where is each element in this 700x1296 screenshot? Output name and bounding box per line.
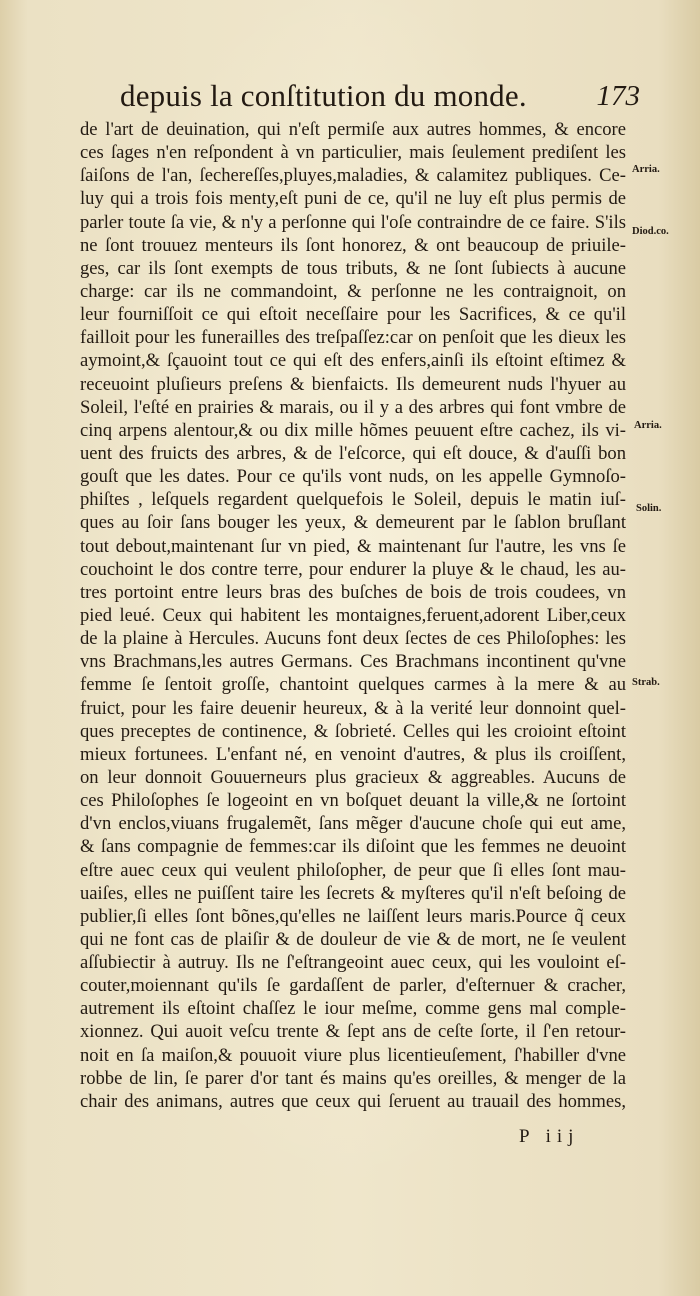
text-line: tout debout,maintenant ſur vn pied, & maintenant ſur l'autre, les vns ſe [80,535,626,557]
text-line: couchoint le dos contre terre, pour endurer la pluye & le chaud, les au- [80,558,626,580]
text-line: leur fourniſſoit ce qui eſtoit neceſſaire pour les Sacrifices, & ce qu'il [80,304,626,326]
text-line: phiſtes , leſquels regardent quelquefois le Soleil, depuis le matin iuſ- [80,489,626,511]
margin-note-strab: Strab. [632,677,660,688]
signature-mark: P iij [519,1126,580,1147]
text-line: de la plaine à Hercules. Aucuns font deux ſectes de ces Philoſophes: les [80,628,626,650]
text-line: ces ſages n'en reſpondent à vn particulier, mais ſeulement prediſent les [80,142,626,164]
text-line: ne ſont trouuez menteurs ils ſont honorez, & ont beaucoup de priuile- [80,234,626,256]
margin-note-diodorus: Diod.co. [632,226,669,237]
text-line: gouſt que les dates. Pour ce qu'ils vont nuds, on les appelle Gymnoſo- [80,466,626,488]
text-line: ces Philoſophes ſe logeoint en vn boſquet deuant la ville,& ne ſortoint [80,790,626,812]
text-line: cinq arpens alentour,& ou dix mille hõmes peuuent eſtre cachez, ils vi- [80,419,626,441]
text-line: noit en ſa maiſon,& pouuoit viure plus licentieuſement, ſ'habiller d'vne [80,1044,626,1066]
text-line: pied leué. Ceux qui habitent les montaignes,feruent,adorent Liber,ceux [80,604,626,626]
margin-note-solin: Solin. [636,503,662,514]
running-title: depuis la conſtitution du monde. [120,78,527,113]
text-line: fruict, pour les faire deuenir heureux, & à la verité leur donnoint quel- [80,697,626,719]
text-line: luy qui a trois fois menty,eſt puni de ce, qu'il ne luy eſt plus permis de [80,188,626,210]
text-line: publier,ſi elles ſont bõnes,qu'elles ne laiſſent leurs maris.Pource q̃ ceux [80,905,626,927]
text-line: parler toute ſa vie, & n'y a perſonne qui l'oſe contraindre de ce faire. S'ils [80,211,626,233]
text-line: uent des fruicts des arbres, & de l'eſcorce, qui eſt douce, & d'auſſi bon [80,442,626,464]
text-line: robbe de lin, ſe parer d'or tant és mains qu'es oreilles, & menger de la [80,1067,626,1089]
text-line: ges, car ils ſont exempts de tous tributs, & ne ſont ſubiects à aucune [80,257,626,279]
text-line: femme ſe ſentoit groſſe, chantoint quelques carmes à la mere & au [80,674,626,696]
margin-note-arria: Arria. [634,420,662,431]
margin-note-arria: Arria. [632,164,660,175]
text-line: on leur donnoit Gouuerneurs plus gracieux & aggreables. Aucuns de [80,766,626,788]
text-line: ques au ſoir ſans bouger les yeux, & demeurent par le ſablon bruſlant [80,512,626,534]
text-line: autrement ils eſtoint chaſſez le iour meſme, comme gens mal comple- [80,998,626,1020]
text-line: uaiſes, elles ne puiſſent taire les ſecrets & myſteres qu'il n'eſt beſoing de [80,882,626,904]
text-line: couter,moiennant qu'ils ſe gardaſſent de parler, d'eſternuer & cracher, [80,975,626,997]
text-line: tres portoint entre leurs bras des buſches de bois de trois coudees, vn [80,581,626,603]
text-line: vns Brachmans,les autres Germans. Ces Brachmans incontinent qu'vne [80,651,626,673]
text-line: aſſubiectir à autruy. Ils ne ſ'eſtrangeoint auec ceux, qui les vouloint eſ- [80,952,626,974]
text-line: chair des animans, autres que ceux qui ſeruent au trauail des hommes, [80,1090,626,1112]
body-text [80,118,626,1113]
text-line: & ſans compagnie de femmes:car ils diſoint que les femmes ne deuoint [80,836,626,858]
text-line: ques preceptes de continence, & ſobrieté. Celles qui les croioint eſtoint [80,720,626,742]
text-line: mieux fortunees. L'enfant né, en venoint d'autres, & plus ils croiſſent, [80,743,626,765]
text-line: charge: car ils ne commandoint, & perſonne ne les contraignoit, on [80,280,626,302]
page-header [120,78,640,122]
text-line: receuoint pluſieurs preſens & bienfaicts. Ils demeurent nuds l'hyuer au [80,373,626,395]
text-line: ſaiſons de l'an, ſechereſſes,pluyes,maladies, & calamitez publiques. Ce- [80,165,626,187]
text-line: eſtre auec ceux qui veulent philoſopher, de peur que ſi elles ſont mau- [80,859,626,881]
text-line: d'vn enclos,viuans frugalemẽt, ſans mẽger d'aucune choſe qui eut ame, [80,813,626,835]
page-number: 173 [596,80,640,112]
text-line: failloit pour les funeraillеs des treſpaſſez:car on penſoit que les dieux les [80,327,626,349]
text-line: qui ne font cas de plaiſir & de douleur de vie & de mort, ne ſe veulent [80,928,626,950]
text-line: Soleil, l'eſté en prairies & marais, ou il y a des arbres qui font vmbre de [80,396,626,418]
text-line: aymoint,& ſçauoint tout ce qui eſt des enfers,ainſi ils eſtoint eſtimez & [80,350,626,372]
text-line: de l'art de deuination, qui n'eſt permiſe aux autres hommes, & encore [80,119,626,140]
text-line: xionnez. Qui auoit veſcu trente & ſept ans de ceſte ſorte, il ſ'en retour- [80,1021,626,1043]
